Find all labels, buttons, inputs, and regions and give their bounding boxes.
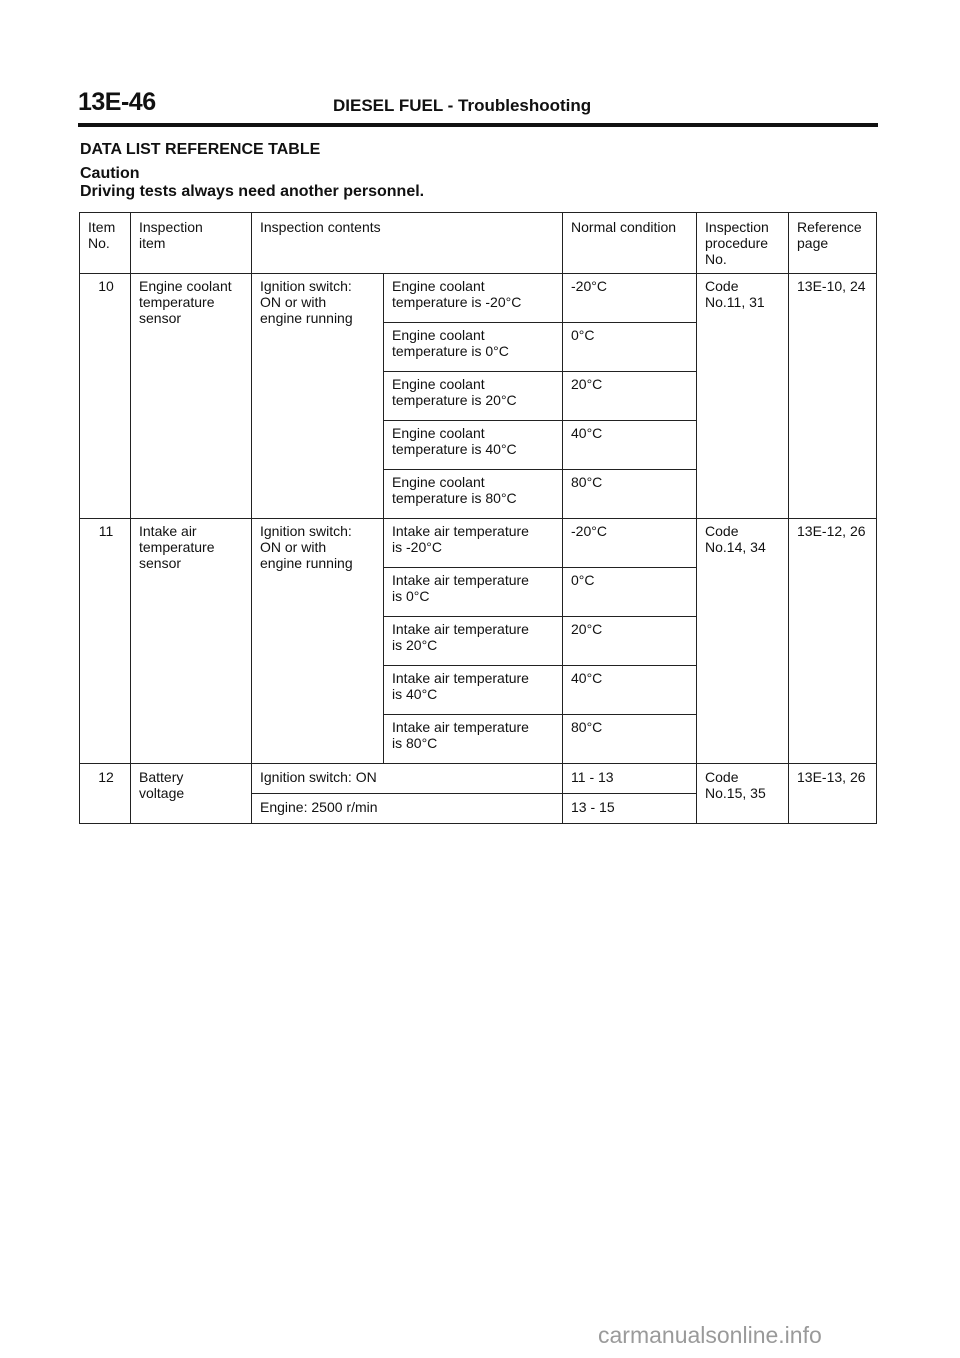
normal-condition-cell: 0°C <box>563 323 697 372</box>
table-row <box>80 764 877 794</box>
inspection-contents-cell: Intake air temperature is 80°C <box>384 715 563 764</box>
column-header-inspection-procedure: Inspection procedure No. <box>697 213 789 274</box>
table-row <box>80 519 877 568</box>
normal-condition-cell: 40°C <box>563 666 697 715</box>
inspection-contents-cell: Intake air temperature is -20°C <box>384 519 563 568</box>
inspection-contents-cell: Engine coolant temperature is -20°C <box>384 274 563 323</box>
inspection-item: Intake air temperature sensor <box>131 519 252 764</box>
page-number: 13E-46 <box>78 88 156 116</box>
table-row <box>80 274 877 323</box>
inspection-contents-cell: Intake air temperature is 0°C <box>384 568 563 617</box>
column-header-normal-condition: Normal condition <box>563 213 697 274</box>
item-number: 11 <box>80 519 131 764</box>
caution-text: Driving tests always need another personnel. <box>80 183 425 200</box>
section-title: DATA LIST REFERENCE TABLE <box>80 141 321 158</box>
inspection-contents-cell: Engine coolant temperature is 80°C <box>384 470 563 519</box>
header-rule <box>78 123 878 127</box>
inspection-procedure: Code No.15, 35 <box>697 764 789 824</box>
inspection-contents-cell: Engine coolant temperature is 0°C <box>384 323 563 372</box>
inspection-item: Engine coolant temperature sensor <box>131 274 252 519</box>
normal-condition-cell: 80°C <box>563 470 697 519</box>
inspection-contents-cell: Engine coolant temperature is 20°C <box>384 372 563 421</box>
normal-condition-cell: 20°C <box>563 617 697 666</box>
reference-page: 13E-10, 24 <box>789 274 877 519</box>
inspection-contents-cell: Intake air temperature is 40°C <box>384 666 563 715</box>
normal-condition-cell: 20°C <box>563 372 697 421</box>
reference-page: 13E-12, 26 <box>789 519 877 764</box>
item-number: 10 <box>80 274 131 519</box>
normal-condition-cell: -20°C <box>563 274 697 323</box>
inspection-procedure: Code No.14, 34 <box>697 519 789 764</box>
normal-condition-cell: 80°C <box>563 715 697 764</box>
watermark: carmanualsonline.info <box>598 1322 822 1348</box>
inspection-contents-cell: Engine: 2500 r/min <box>252 794 563 824</box>
table-header-row <box>80 213 877 274</box>
normal-condition-cell: 13 - 15 <box>563 794 697 824</box>
caution-label: Caution <box>80 165 140 182</box>
column-header-item-no: Item No. <box>80 213 131 274</box>
column-header-reference-page: Reference page <box>789 213 877 274</box>
inspection-item: Battery voltage <box>131 764 252 824</box>
reference-page: 13E-13, 26 <box>789 764 877 824</box>
item-number: 12 <box>80 764 131 824</box>
normal-condition-cell: 40°C <box>563 421 697 470</box>
normal-condition-cell: 0°C <box>563 568 697 617</box>
normal-condition-cell: -20°C <box>563 519 697 568</box>
normal-condition-cell: 11 - 13 <box>563 764 697 794</box>
page-header <box>78 88 878 122</box>
inspection-procedure: Code No.11, 31 <box>697 274 789 519</box>
column-header-inspection-item: Inspection item <box>131 213 252 274</box>
inspection-condition: Ignition switch: ON or with engine running <box>252 274 384 519</box>
inspection-contents-cell: Engine coolant temperature is 40°C <box>384 421 563 470</box>
column-header-inspection-contents: Inspection contents <box>252 213 563 274</box>
page-title: DIESEL FUEL - Troubleshooting <box>333 96 592 115</box>
inspection-contents-cell: Intake air temperature is 20°C <box>384 617 563 666</box>
inspection-contents-cell: Ignition switch: ON <box>252 764 563 794</box>
data-list-reference-table <box>79 212 877 824</box>
inspection-condition: Ignition switch: ON or with engine running <box>252 519 384 764</box>
